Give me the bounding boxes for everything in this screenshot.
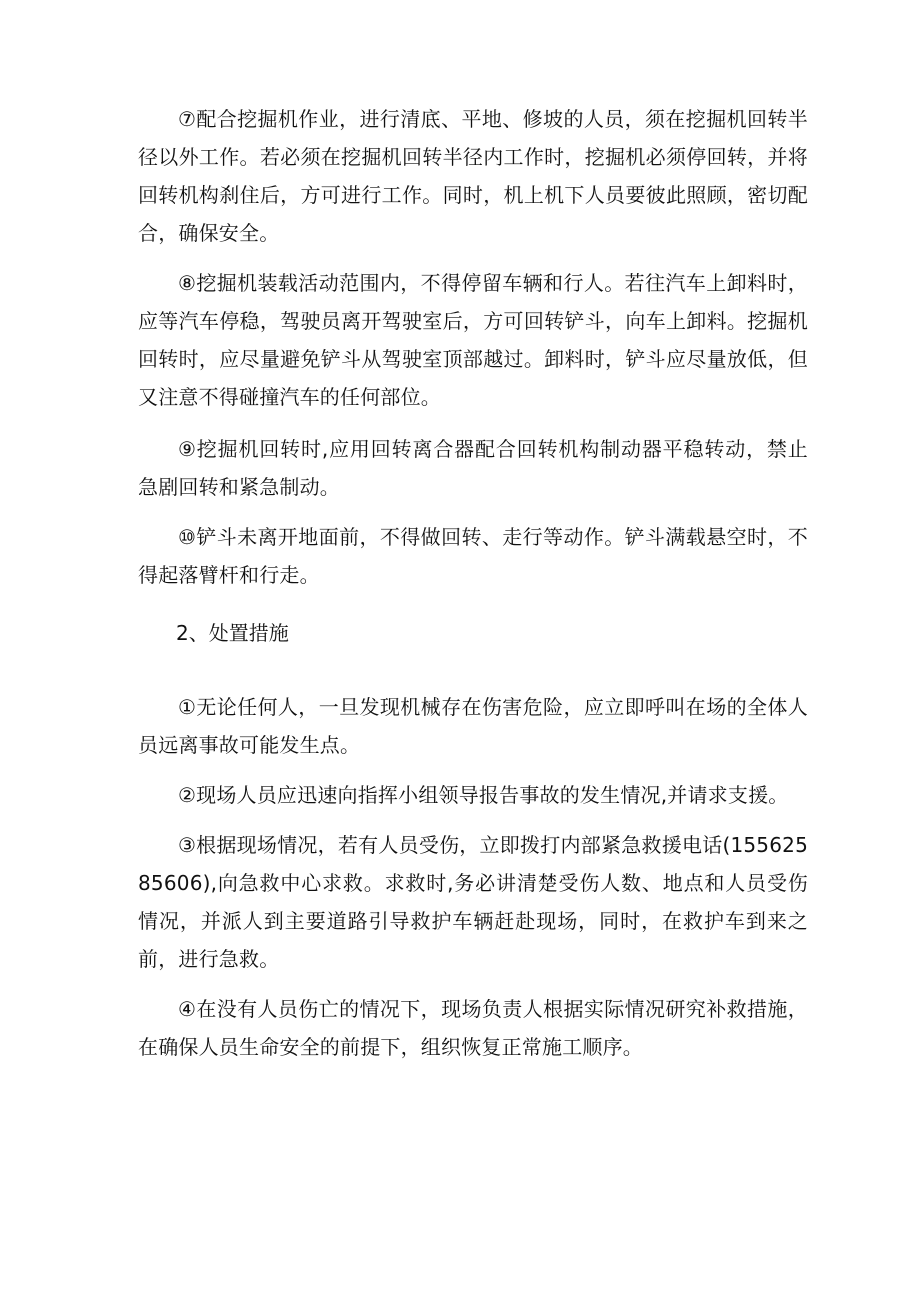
measure-item-2: ②现场人员应迅速向指挥小组领导报告事故的发生情况,并请求支援。 bbox=[178, 783, 789, 807]
measure-item-1: ①无论任何人，一旦发现机械存在伤害危险，应立即呼叫在场的全体人员远离事故可能发生点。 bbox=[138, 695, 808, 757]
paragraph-item-7: ⑦配合挖掘机作业，进行清底、平地、修坡的人员，须在挖掘机回转半径以外工作。若必须在挖掘机回转半径内工作时，挖掘机必须停回转，并将回转机构刹住后，方可进行工作。同时，机上机下人员要彼此照顾，密切配合，确保安全。 bbox=[138, 107, 808, 245]
paragraph-item-9: ⑨挖掘机回转时,应用回转离合器配合回转机构制动器平稳转动，禁止急剧回转和紧急制动。 bbox=[138, 437, 808, 499]
paragraph-item-8: ⑧挖掘机装载活动范围内，不得停留车辆和行人。若往汽车上卸料时，应等汽车停稳，驾驶员离开驾驶室后，方可回转铲斗，向车上卸料。挖掘机回转时，应尽量避免铲斗从驾驶室顶部越过。卸料时，铲斗应尽量放低，但又注意不得碰撞汽车的任何部位。 bbox=[138, 271, 808, 409]
paragraph-item-10: ⑩铲斗未离开地面前，不得做回转、走行等动作。铲斗满载悬空时，不得起落臂杆和行走。 bbox=[138, 525, 808, 587]
section-heading: 2、处置措施 bbox=[176, 621, 289, 645]
measure-item-3: ③根据现场情况，若有人员受伤，立即拨打内部紧急救援电话(15562585606),向急救中心求救。求救时,务必讲清楚受伤人数、地点和人员受伤情况，并派人到主要道路引导救护车辆赶赴现场，同时，在救护车到来之前，进行急救。 bbox=[138, 833, 808, 971]
measure-item-4: ④在没有人员伤亡的情况下，现场负责人根据实际情况研究补救措施，在确保人员生命安全的前提下，组织恢复正常施工顺序。 bbox=[138, 997, 808, 1059]
